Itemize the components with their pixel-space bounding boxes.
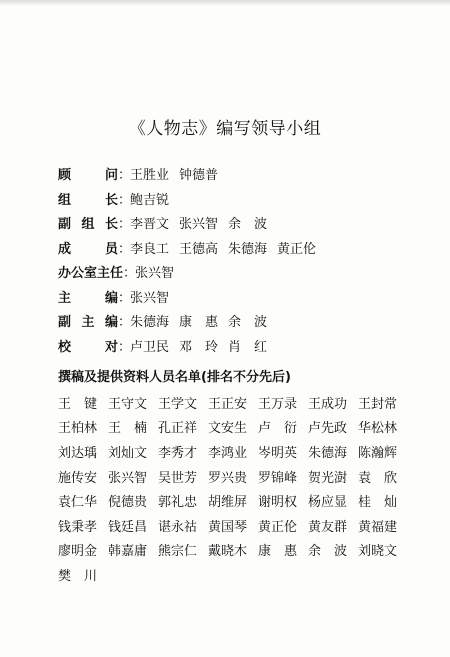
- contributor-name: 刘达瑀: [58, 445, 98, 461]
- role-row: [58, 164, 428, 189]
- person-name: 张兴智: [179, 217, 219, 233]
- role-colon: ：: [118, 217, 132, 233]
- contributor-name: 樊 川: [58, 568, 98, 584]
- contributor-name: 陈瀚辉: [358, 445, 398, 461]
- role-label: [58, 287, 118, 311]
- role-row: [58, 336, 428, 361]
- role-colon: ：: [118, 241, 132, 257]
- contributor-name: 余 波: [308, 544, 348, 560]
- contributor-name: 施传安: [58, 470, 98, 486]
- scan-edge: [0, 0, 450, 6]
- role-label-char: 编: [104, 315, 118, 331]
- contributor-name: 王柏林: [58, 421, 98, 437]
- role-label-char: 问: [104, 168, 118, 184]
- contributor-name: 王 楠: [108, 421, 148, 437]
- contributor-name: 李鸿业: [208, 445, 248, 461]
- contributors-grid: [58, 390, 408, 587]
- contributor-name: 卢 衍: [258, 421, 298, 437]
- role-label: [58, 189, 118, 213]
- contributor-name: 钱廷昌: [108, 519, 148, 535]
- person-name: 王胜业: [130, 168, 170, 184]
- contributor-name: 郭礼忠: [158, 495, 198, 511]
- role-colon: ：: [118, 339, 132, 355]
- role-colon: ：: [118, 192, 132, 208]
- contributor-name: 胡维屏: [208, 495, 248, 511]
- person-name: 康 惠: [179, 315, 219, 331]
- contributor-name: 卢先政: [308, 421, 348, 437]
- role-label-char: 副: [58, 315, 72, 331]
- role-label: [58, 336, 118, 360]
- role-row: [58, 238, 428, 263]
- role-names: [130, 287, 169, 311]
- contributor-name: 袁仁华: [58, 495, 98, 511]
- person-name: 王德高: [179, 241, 219, 257]
- contributor-name: 戴晓木: [208, 544, 248, 560]
- role-label-char: 主: [81, 315, 95, 331]
- role-row: [58, 213, 428, 238]
- role-colon: ：: [118, 168, 132, 184]
- page-title: 《人物志》编写领导小组: [128, 119, 322, 139]
- role-label: [58, 238, 118, 262]
- contributor-name: 贺光澍: [308, 470, 348, 486]
- role-row: [58, 189, 428, 214]
- role-label: [58, 262, 123, 286]
- role-label-char: 编: [104, 290, 118, 306]
- contributor-name: 黄国琴: [208, 519, 248, 535]
- role-colon: ：: [123, 266, 137, 282]
- contributor-name: 钱秉孝: [58, 519, 98, 535]
- contributor-name: 黄福建: [358, 519, 398, 535]
- person-name: 钟德普: [179, 168, 219, 184]
- role-row: [58, 287, 428, 312]
- contributor-name: 李秀才: [158, 445, 198, 461]
- contributor-name: 谢明权: [258, 495, 298, 511]
- contributor-name: 王学文: [158, 396, 198, 412]
- role-label-char: 组: [58, 192, 72, 208]
- contributor-name: 吴世芳: [158, 470, 198, 486]
- role-names: [130, 336, 267, 360]
- role-names: [130, 213, 267, 237]
- leadership-list: [58, 164, 428, 360]
- role-names: [130, 164, 218, 188]
- contributor-name: 韩嘉庸: [108, 544, 148, 560]
- role-names: [135, 262, 174, 286]
- role-row: [58, 311, 428, 336]
- role-label-char: 长: [104, 217, 118, 233]
- contributor-name: 王守文: [108, 396, 148, 412]
- contributor-name: 黄正伦: [258, 519, 298, 535]
- contributor-name: 谌永祜: [158, 519, 198, 535]
- contributor-name: 王万录: [258, 396, 298, 412]
- person-name: 朱德海: [228, 241, 268, 257]
- role-colon: ：: [118, 290, 132, 306]
- contributor-name: 桂 灿: [358, 495, 398, 511]
- role-colon: ：: [118, 315, 132, 331]
- person-name: 肖 红: [228, 339, 268, 355]
- role-label-char: 对: [104, 339, 118, 355]
- role-label: [58, 164, 118, 188]
- role-label-char: 成: [58, 241, 72, 257]
- contributors-heading: 撰稿及提供资料人员名单(排名不分先后): [58, 370, 291, 385]
- person-name: 朱德海: [130, 315, 170, 331]
- role-label-char: 顾: [58, 168, 72, 184]
- role-label-char: 主: [58, 290, 72, 306]
- contributor-name: 朱德海: [308, 445, 348, 461]
- contributor-name: 文安生: [208, 421, 248, 437]
- contributor-name: 袁 欣: [358, 470, 398, 486]
- contributor-name: 廖明金: [58, 544, 98, 560]
- contributor-name: 王封常: [358, 396, 398, 412]
- contributor-name: 岑明英: [258, 445, 298, 461]
- role-label-char: 办公室主任: [58, 266, 124, 282]
- role-label-char: 组: [81, 217, 95, 233]
- role-label: [58, 311, 118, 335]
- person-name: 张兴智: [130, 290, 170, 306]
- contributor-name: 王正安: [208, 396, 248, 412]
- contributor-name: 罗锦峰: [258, 470, 298, 486]
- contributor-name: 孔正祥: [158, 421, 198, 437]
- role-label-char: 副: [58, 217, 72, 233]
- contributor-name: 王 键: [58, 396, 98, 412]
- contributor-name: 刘灿文: [108, 445, 148, 461]
- contributor-name: 倪德贵: [108, 495, 148, 511]
- person-name: 余 波: [228, 315, 268, 331]
- person-name: 黄正伦: [277, 241, 317, 257]
- role-label-char: 员: [104, 241, 118, 257]
- contributor-name: 杨应显: [308, 495, 348, 511]
- role-row: [58, 262, 428, 287]
- person-name: 卢卫民: [130, 339, 170, 355]
- person-name: 鲍吉锐: [130, 192, 170, 208]
- person-name: 李良工: [130, 241, 170, 257]
- role-names: [130, 311, 267, 335]
- role-label-char: 长: [104, 192, 118, 208]
- contributor-name: 王成功: [308, 396, 348, 412]
- contributor-name: 黄友群: [308, 519, 348, 535]
- contributor-name: 熊宗仁: [158, 544, 198, 560]
- contributor-name: 罗兴贵: [208, 470, 248, 486]
- contributor-name: 张兴智: [108, 470, 148, 486]
- person-name: 张兴智: [135, 266, 175, 282]
- contributor-name: 华松林: [358, 421, 398, 437]
- role-label-char: 校: [58, 339, 72, 355]
- person-name: 余 波: [228, 217, 268, 233]
- contributor-name: 康 惠: [258, 544, 298, 560]
- role-names: [130, 238, 316, 262]
- person-name: 邓 玲: [179, 339, 219, 355]
- contributor-name: 刘晓文: [358, 544, 398, 560]
- role-label: [58, 213, 118, 237]
- person-name: 李晋文: [130, 217, 170, 233]
- role-names: [130, 189, 169, 213]
